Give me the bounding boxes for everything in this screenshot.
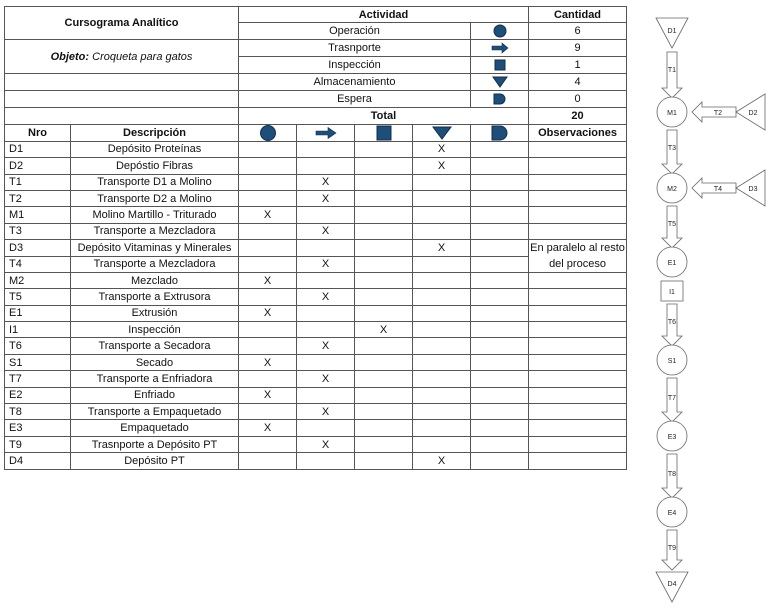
row-mark-cell: X	[297, 371, 355, 387]
row-mark-cell	[413, 436, 471, 452]
row-mark-cell	[413, 256, 471, 272]
row-mark-cell	[413, 305, 471, 321]
row-description: Transporte D2 a Molino	[71, 190, 239, 206]
table-row	[5, 322, 627, 338]
row-mark-cell	[239, 158, 297, 174]
row-observation	[529, 420, 627, 436]
row-mark-cell	[355, 207, 413, 223]
row-nro: T7	[5, 371, 71, 387]
table-row	[5, 305, 627, 321]
row-mark-cell	[413, 207, 471, 223]
row-mark-cell: X	[297, 256, 355, 272]
label-m2: M2	[667, 186, 677, 193]
triangle-down-icon	[432, 126, 452, 140]
row-observation	[529, 190, 627, 206]
label-t6: T6	[667, 319, 677, 326]
row-mark-cell	[413, 420, 471, 436]
col-operation-header	[239, 124, 297, 141]
row-mark-cell	[471, 387, 529, 403]
label-t7: T7	[667, 395, 677, 402]
row-description: Depósito PT	[71, 453, 239, 469]
row-mark-cell: X	[297, 289, 355, 305]
row-description: Transporte a Extrusora	[71, 289, 239, 305]
row-description: Transporte D1 a Molino	[71, 174, 239, 190]
row-mark-cell	[413, 404, 471, 420]
row-nro: D4	[5, 453, 71, 469]
square-icon	[376, 125, 392, 141]
row-mark-cell	[413, 371, 471, 387]
flow-diagram	[648, 6, 768, 606]
row-mark-cell	[297, 272, 355, 288]
row-mark-cell	[355, 436, 413, 452]
triangle-down-icon	[492, 76, 508, 88]
row-mark-cell	[355, 141, 413, 157]
row-mark-cell	[355, 272, 413, 288]
label-s1: S1	[667, 358, 677, 365]
table-row	[5, 289, 627, 305]
row-mark-cell: X	[239, 420, 297, 436]
row-mark-cell	[471, 240, 529, 256]
row-nro: D1	[5, 141, 71, 157]
blank-cell	[5, 74, 239, 91]
row-nro: S1	[5, 354, 71, 370]
row-mark-cell: X	[355, 322, 413, 338]
activity-count: 9	[529, 40, 627, 57]
table-row	[5, 158, 627, 174]
activity-symbol	[471, 23, 529, 40]
table-row	[5, 190, 627, 206]
row-observation	[529, 174, 627, 190]
row-mark-cell	[297, 453, 355, 469]
activity-name: Trasnporte	[239, 40, 471, 57]
row-mark-cell: X	[297, 404, 355, 420]
row-mark-cell	[239, 223, 297, 239]
table-row	[5, 387, 627, 403]
row-mark-cell	[471, 305, 529, 321]
row-nro: T4	[5, 256, 71, 272]
row-observation: del proceso	[529, 256, 627, 272]
table-row	[5, 354, 627, 370]
row-mark-cell	[355, 158, 413, 174]
row-mark-cell	[471, 420, 529, 436]
label-d3: D3	[748, 186, 758, 193]
row-observation	[529, 354, 627, 370]
row-mark-cell	[355, 190, 413, 206]
row-mark-cell: X	[239, 387, 297, 403]
row-nro: D3	[5, 240, 71, 256]
row-mark-cell	[239, 256, 297, 272]
transport-arrow-t1	[662, 52, 682, 98]
row-mark-cell	[239, 190, 297, 206]
row-mark-cell: X	[239, 305, 297, 321]
row-mark-cell	[471, 289, 529, 305]
col-inspection-header	[355, 124, 413, 141]
observaciones-header: Observaciones	[529, 124, 627, 141]
row-observation	[529, 453, 627, 469]
row-mark-cell: X	[239, 207, 297, 223]
row-observation	[529, 322, 627, 338]
table-row	[5, 174, 627, 190]
row-mark-cell	[471, 207, 529, 223]
table-row	[5, 223, 627, 239]
table-row	[5, 371, 627, 387]
row-mark-cell: X	[297, 174, 355, 190]
table-row	[5, 141, 627, 157]
row-mark-cell	[471, 190, 529, 206]
row-nro: I1	[5, 322, 71, 338]
table-row	[5, 404, 627, 420]
row-mark-cell	[239, 240, 297, 256]
row-mark-cell	[471, 141, 529, 157]
row-observation	[529, 141, 627, 157]
label-t9: T9	[667, 545, 677, 552]
table-row	[5, 338, 627, 354]
row-mark-cell	[297, 207, 355, 223]
row-description: Empaquetado	[71, 420, 239, 436]
label-t3: T3	[667, 145, 677, 152]
row-nro: T6	[5, 338, 71, 354]
row-mark-cell	[355, 305, 413, 321]
chart-title: Cursograma Analítico	[5, 7, 239, 40]
row-nro: E2	[5, 387, 71, 403]
quantity-header: Cantidad	[529, 7, 627, 23]
object-value: Croqueta para gatos	[92, 50, 193, 63]
row-mark-cell	[413, 338, 471, 354]
row-mark-cell: X	[413, 158, 471, 174]
row-observation	[529, 207, 627, 223]
row-mark-cell	[471, 338, 529, 354]
nro-header: Nro	[5, 124, 71, 141]
row-description: Transporte a Mezcladora	[71, 256, 239, 272]
row-nro: T1	[5, 174, 71, 190]
row-mark-cell	[413, 223, 471, 239]
row-mark-cell	[413, 322, 471, 338]
row-mark-cell	[239, 322, 297, 338]
row-mark-cell	[297, 420, 355, 436]
row-observation	[529, 436, 627, 452]
table-row	[5, 420, 627, 436]
label-d4: D4	[667, 581, 677, 588]
row-mark-cell	[471, 223, 529, 239]
row-mark-cell	[413, 272, 471, 288]
row-description: Mezclado	[71, 272, 239, 288]
row-description: Secado	[71, 354, 239, 370]
row-description: Molino Martillo - Triturado	[71, 207, 239, 223]
activity-name: Inspección	[239, 57, 471, 74]
row-description: Depósito Proteínas	[71, 141, 239, 157]
row-observation	[529, 338, 627, 354]
label-e1: E1	[667, 260, 677, 267]
total-value: 20	[529, 108, 627, 124]
row-observation	[529, 223, 627, 239]
row-mark-cell	[355, 223, 413, 239]
row-mark-cell: X	[297, 190, 355, 206]
row-nro: T2	[5, 190, 71, 206]
label-d1: D1	[667, 28, 677, 35]
activity-symbol	[471, 57, 529, 74]
label-e3: E3	[667, 434, 677, 441]
col-storage-header	[413, 124, 471, 141]
row-mark-cell: X	[239, 272, 297, 288]
row-description: Transporte a Secadora	[71, 338, 239, 354]
total-label: Total	[239, 108, 529, 124]
label-t2: T2	[713, 110, 723, 117]
table-row	[5, 207, 627, 223]
row-description: Transporte a Mezcladora	[71, 223, 239, 239]
row-mark-cell	[471, 322, 529, 338]
blank-cell	[5, 108, 239, 124]
row-mark-cell	[471, 174, 529, 190]
label-d2: D2	[748, 110, 758, 117]
row-mark-cell	[355, 240, 413, 256]
col-transport-header	[297, 124, 355, 141]
row-mark-cell: X	[297, 436, 355, 452]
row-mark-cell	[355, 174, 413, 190]
arrow-right-icon	[314, 126, 338, 140]
row-mark-cell	[297, 354, 355, 370]
activity-symbol	[471, 91, 529, 108]
row-description: Depósito Vitaminas y Minerales	[71, 240, 239, 256]
row-mark-cell	[239, 141, 297, 157]
row-mark-cell	[355, 371, 413, 387]
row-observation	[529, 404, 627, 420]
row-mark-cell	[297, 322, 355, 338]
row-observation	[529, 272, 627, 288]
row-mark-cell	[355, 420, 413, 436]
row-description: Trasnporte a Depósito PT	[71, 436, 239, 452]
row-mark-cell: X	[297, 223, 355, 239]
row-mark-cell	[297, 387, 355, 403]
label-t1: T1	[667, 67, 677, 74]
row-mark-cell	[297, 141, 355, 157]
table-row	[5, 240, 627, 256]
descripcion-header: Descripción	[71, 124, 239, 141]
object-cell	[5, 40, 239, 74]
row-nro: M2	[5, 272, 71, 288]
row-mark-cell	[471, 256, 529, 272]
row-nro: T5	[5, 289, 71, 305]
object-label: Objeto:	[50, 50, 90, 63]
row-mark-cell	[355, 289, 413, 305]
row-mark-cell	[355, 256, 413, 272]
row-nro: T9	[5, 436, 71, 452]
row-description: Transporte a Empaquetado	[71, 404, 239, 420]
transport-arrow-t3	[662, 130, 682, 174]
row-mark-cell: X	[239, 354, 297, 370]
activity-symbol	[471, 40, 529, 57]
row-mark-cell	[239, 371, 297, 387]
row-mark-cell	[297, 305, 355, 321]
cursograma-table	[4, 6, 627, 470]
row-mark-cell	[413, 289, 471, 305]
activity-count: 4	[529, 74, 627, 91]
col-wait-header	[471, 124, 529, 141]
row-nro: D2	[5, 158, 71, 174]
arrow-right-icon	[490, 41, 510, 55]
row-mark-cell	[413, 190, 471, 206]
row-observation	[529, 158, 627, 174]
row-nro: M1	[5, 207, 71, 223]
circle-icon	[493, 24, 507, 38]
label-t5: T5	[667, 221, 677, 228]
activity-count: 6	[529, 23, 627, 40]
row-mark-cell: X	[297, 338, 355, 354]
activity-symbol	[471, 74, 529, 91]
row-mark-cell	[355, 354, 413, 370]
label-m1: M1	[667, 110, 677, 117]
row-mark-cell	[239, 289, 297, 305]
row-observation	[529, 387, 627, 403]
row-mark-cell	[471, 158, 529, 174]
d-shape-icon	[491, 125, 509, 141]
row-mark-cell	[239, 174, 297, 190]
row-mark-cell	[355, 404, 413, 420]
row-mark-cell	[239, 436, 297, 452]
row-mark-cell	[471, 272, 529, 288]
row-mark-cell	[471, 354, 529, 370]
table-row	[5, 256, 627, 272]
activity-header: Actividad	[239, 7, 529, 23]
row-nro: E1	[5, 305, 71, 321]
row-mark-cell	[239, 453, 297, 469]
activity-name: Espera	[239, 91, 471, 108]
row-mark-cell	[471, 453, 529, 469]
row-description: Enfriado	[71, 387, 239, 403]
label-e4: E4	[667, 510, 677, 517]
activity-name: Almacenamiento	[239, 74, 471, 91]
label-t4: T4	[713, 186, 723, 193]
row-mark-cell: X	[413, 453, 471, 469]
row-nro: E3	[5, 420, 71, 436]
row-observation	[529, 289, 627, 305]
row-mark-cell	[239, 338, 297, 354]
row-description: Extrusión	[71, 305, 239, 321]
row-mark-cell	[239, 404, 297, 420]
label-t8: T8	[667, 471, 677, 478]
row-observation: En paralelo al resto	[529, 240, 627, 256]
row-mark-cell	[471, 404, 529, 420]
row-mark-cell	[355, 387, 413, 403]
label-i1: I1	[669, 289, 675, 296]
row-observation	[529, 305, 627, 321]
row-mark-cell: X	[413, 240, 471, 256]
row-description: Inspección	[71, 322, 239, 338]
row-mark-cell	[297, 240, 355, 256]
row-mark-cell	[413, 174, 471, 190]
row-mark-cell: X	[413, 141, 471, 157]
row-nro: T3	[5, 223, 71, 239]
activity-count: 0	[529, 91, 627, 108]
row-mark-cell	[355, 338, 413, 354]
table-row	[5, 453, 627, 469]
row-description: Transporte a Enfriadora	[71, 371, 239, 387]
row-nro: T8	[5, 404, 71, 420]
activity-count: 1	[529, 57, 627, 74]
row-mark-cell	[297, 158, 355, 174]
row-observation	[529, 371, 627, 387]
table-row	[5, 436, 627, 452]
blank-cell	[5, 91, 239, 108]
circle-icon	[259, 125, 277, 141]
square-icon	[494, 59, 506, 71]
activity-name: Operación	[239, 23, 471, 40]
table-row	[5, 272, 627, 288]
row-mark-cell	[413, 387, 471, 403]
row-mark-cell	[471, 371, 529, 387]
row-mark-cell	[413, 354, 471, 370]
row-description: Depóstio Fibras	[71, 158, 239, 174]
row-mark-cell	[471, 436, 529, 452]
row-mark-cell	[355, 453, 413, 469]
d-shape-icon	[493, 93, 507, 105]
